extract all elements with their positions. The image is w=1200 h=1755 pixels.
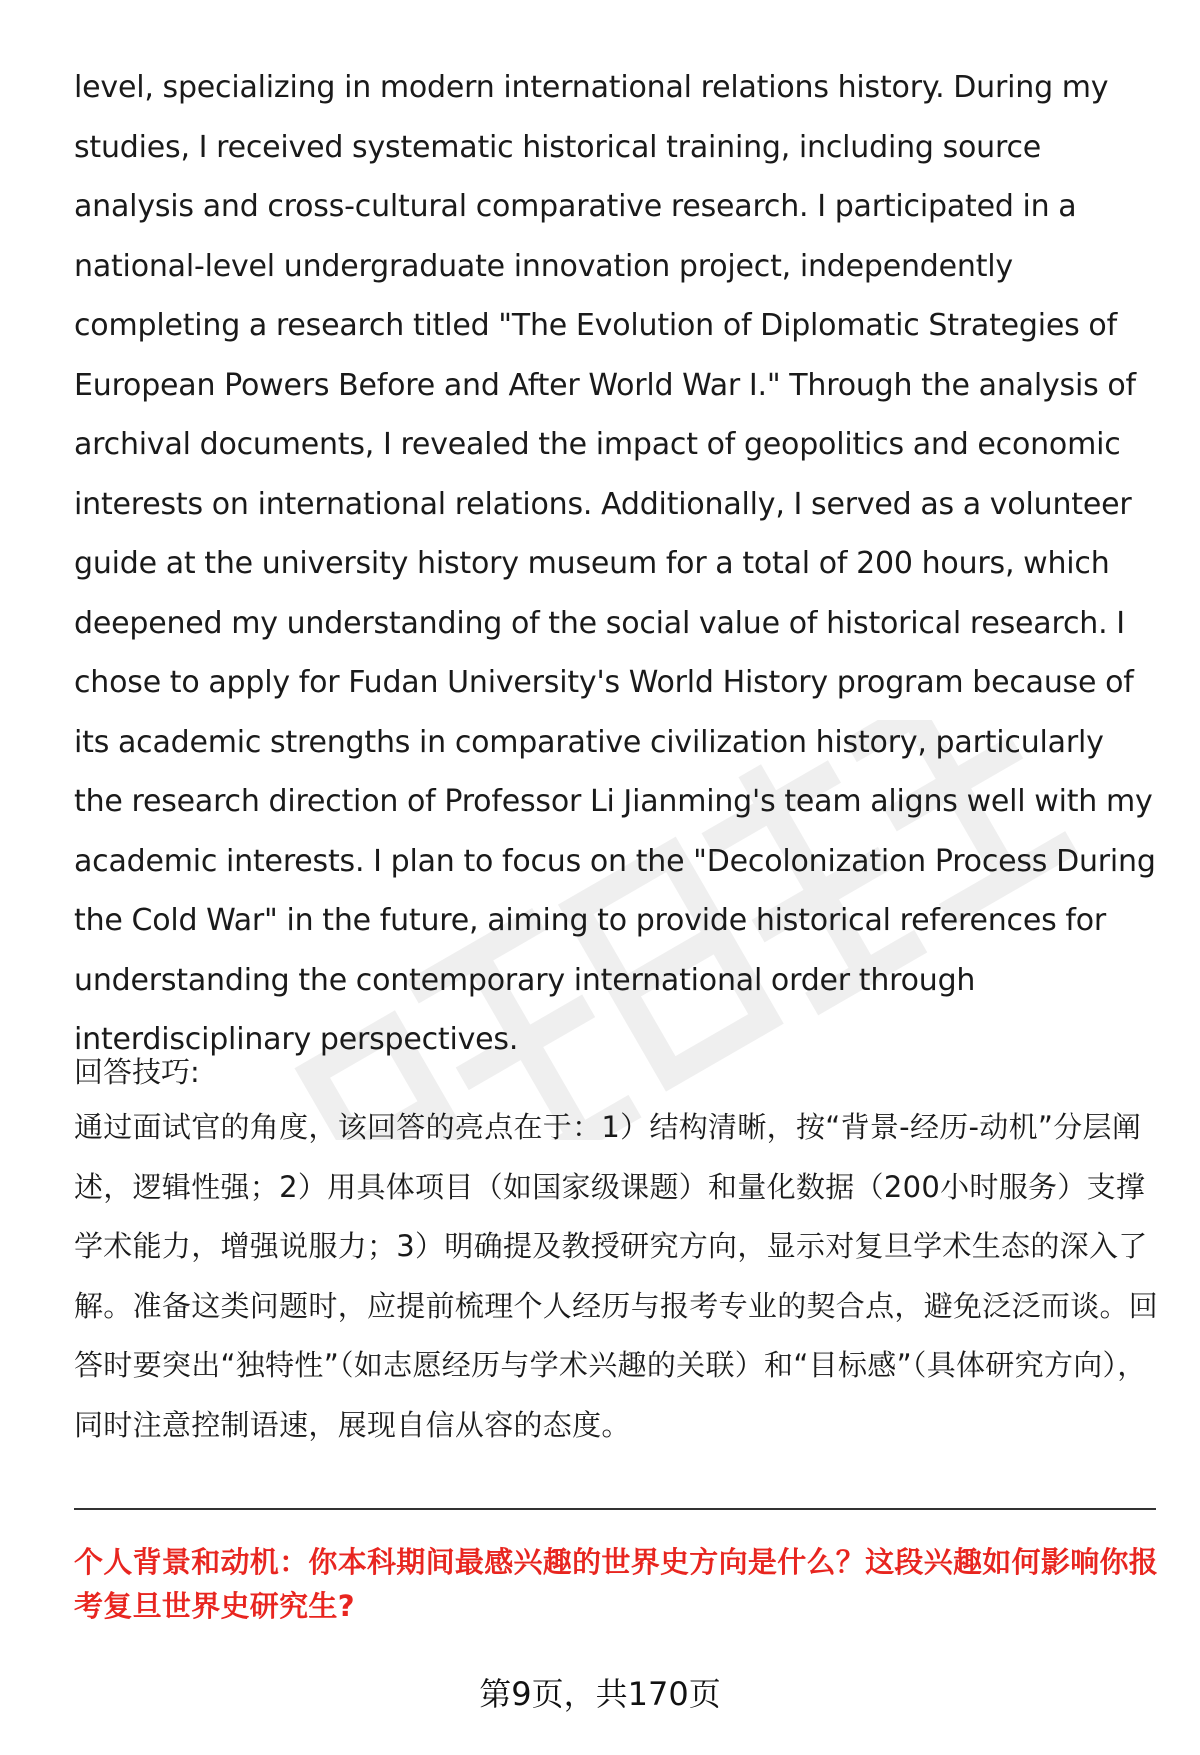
answer-paragraph: level, specializing in modern international relations history. During my studies, I received systematic historical training, including source analysis and cross-cultural comparative research. I participated in a national-level undergraduate innovation project, independently completing a research titled "The Evolution of Diplomatic Strategies of European Powers Before and After World War I." Through the analysis of archival documents, I revealed the impact of geopolitics and economic interests on international relations. Additionally, I served as a volunteer guide at the university history museum for a total of 200 hours, which deepened my understanding of the social value of historical research. I chose to apply for Fudan University's World History program because of its academic strengths in comparative civilization history, particularly the research direction of Professor Li Jianming's team aligns well with my academic interests. I plan to focus on the "Decolonization Process During the Cold War" in the future, aiming to provide historical references for understanding the contemporary international order through interdisciplinary perspectives. — [74, 70, 1156, 1057]
next-question-heading: 个人背景和动机：你本科期间最感兴趣的世界史方向是什么？这段兴趣如何影响你报考复旦世界史研究生? — [74, 1545, 1159, 1623]
answer-tips-section — [74, 1052, 1164, 1455]
tips-heading: 回答技巧: — [74, 1055, 200, 1089]
tips-body: 通过面试官的角度，该回答的亮点在于：1）结构清晰，按“背景-经历-动机”分层阐述，逻辑性强；2）用具体项目（如国家级课题）和量化数据（200小时服务）支撑学术能力，增强说服力；3）明确提及教授研究方向，显示对复旦学术生态的深入了解。准备这类问题时，应提前梳理个人经历与报考专业的契合点，避免泛泛而谈。回答时要突出“独特性”（如志愿经历与学术兴趣的关联）和“目标感”（具体研究方向），同时注意控制语速，展现自信从容的态度。 — [74, 1110, 1159, 1442]
section-divider — [74, 1508, 1156, 1510]
main-content — [74, 58, 1156, 1070]
page-number-footer: 第9页，共170页 — [479, 1675, 721, 1713]
